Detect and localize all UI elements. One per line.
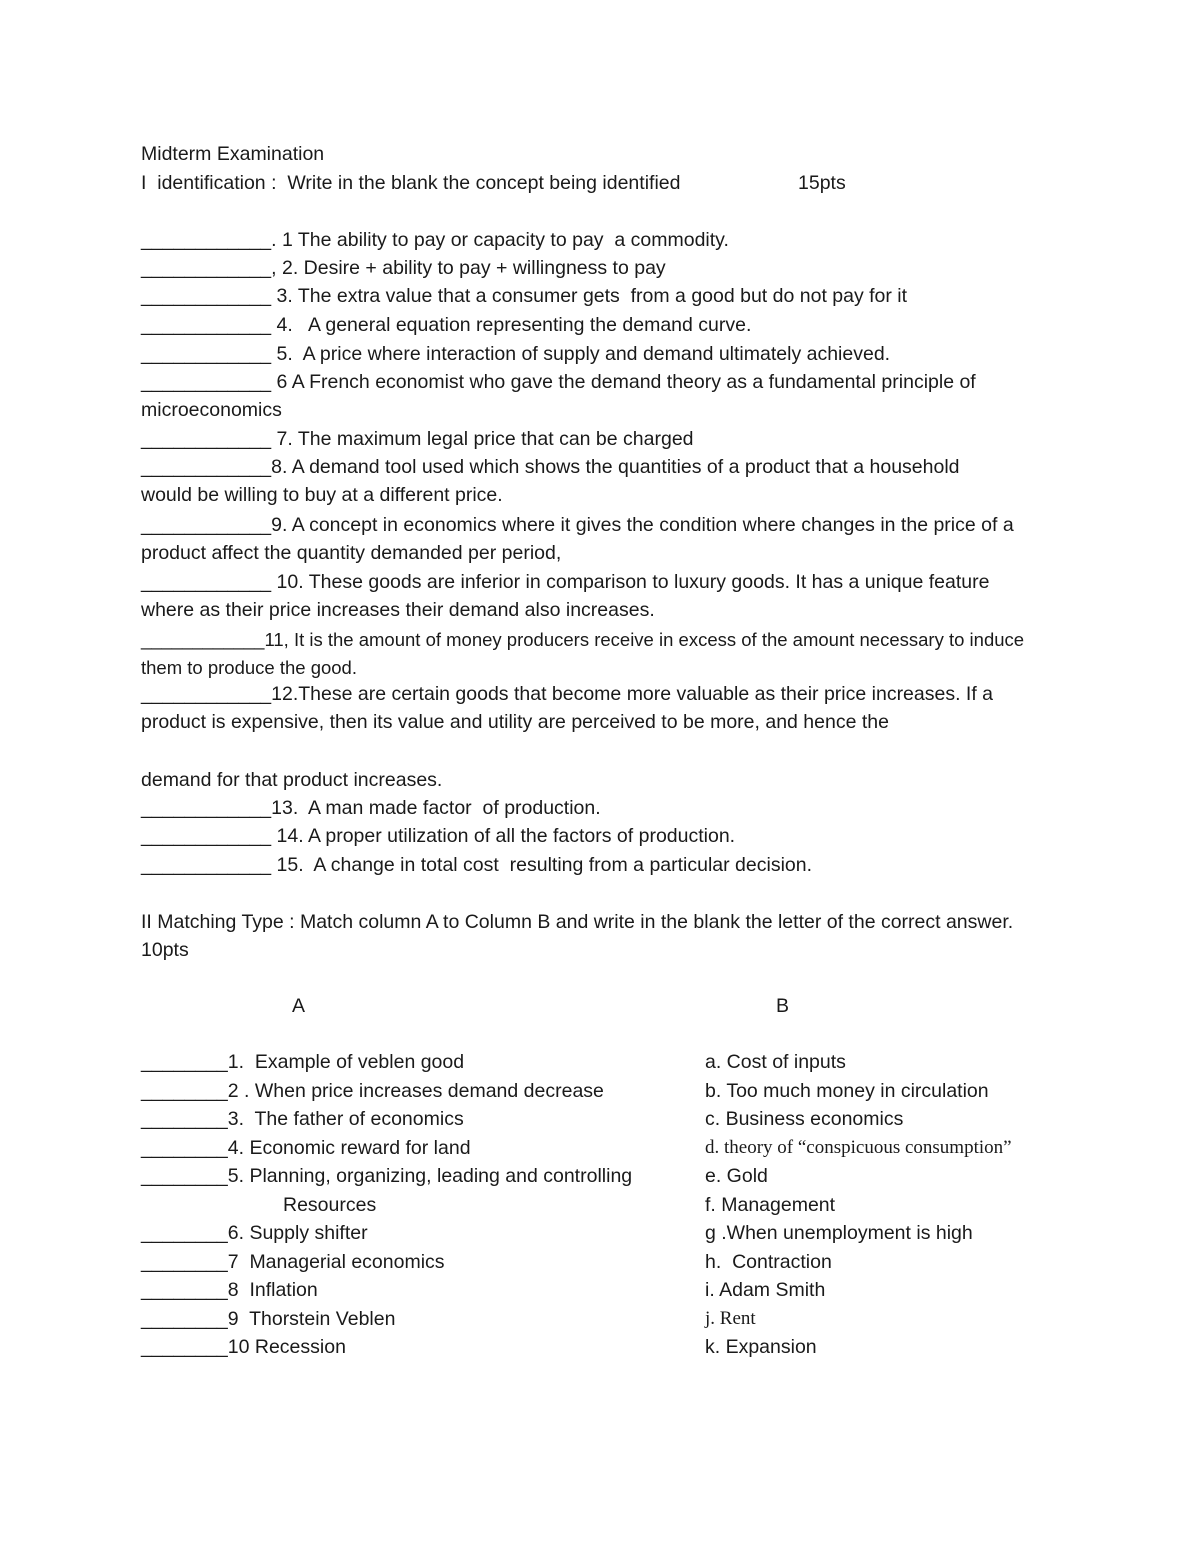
column-a-item-2: ________2 . When price increases demand decrease	[141, 1080, 604, 1102]
column-b-item-d: d. theory of “conspicuous consumption”	[705, 1137, 1012, 1158]
column-a-item-9: ________9 Thorstein Veblen	[141, 1308, 396, 1330]
part1-item-8: ____________8. A demand tool used which shows the quantities of a product that a household would be willing to buy at a different price.	[141, 456, 960, 507]
part1-item-15: ____________ 15. A change in total cost resulting from a particular decision.	[141, 854, 813, 876]
part1-item-2: ____________, 2. Desire + ability to pay + willingness to pay	[141, 257, 666, 279]
part1-item-9: ____________9. A concept in economics where it gives the condition where changes in the price of a product affect the quantity demanded per period,	[141, 514, 1014, 565]
part2-instructions: II Matching Type : Match column A to Column B and write in the blank the letter of the correct answer. 10pts	[141, 911, 1014, 962]
column-a-item-1: ________1. Example of veblen good	[141, 1051, 465, 1073]
part1-item-14: ____________ 14. A proper utilization of all the factors of production.	[141, 825, 736, 847]
column-a-item-7: ________7 Managerial economics	[141, 1251, 445, 1273]
part1-item-12: ____________12.These are certain goods that become more valuable as their price increases. If a product is expensive, then its value and utility are perceived to be more, and hence the	[141, 683, 994, 734]
part1-item-7: ____________ 7. The maximum legal price that can be charged	[141, 428, 694, 450]
part1-item-4: ____________ 4. A general equation representing the demand curve.	[141, 314, 752, 336]
part1-item-10: ____________ 10. These goods are inferior in comparison to luxury goods. It has a unique feature where as their price increases their demand also increases.	[141, 571, 990, 622]
part1-item-11: ____________11, It is the amount of money producers receive in excess of the amount necessary to induce them to produce the good.	[141, 629, 1025, 679]
part1-points: 15pts	[798, 172, 846, 194]
column-b-item-h: h. Contraction	[705, 1251, 832, 1273]
column-a-item-5-continued: Resources	[283, 1194, 377, 1216]
part1-item-5: ____________ 5. A price where interaction of supply and demand ultimately achieved.	[141, 343, 891, 365]
column-b-item-a: a. Cost of inputs	[705, 1051, 846, 1073]
exam-title: Midterm Examination	[141, 143, 325, 165]
column-a-item-3: ________3. The father of economics	[141, 1108, 464, 1130]
part1-item-13: ____________13. A man made factor of production.	[141, 797, 601, 819]
column-b-item-g: g .When unemployment is high	[705, 1222, 973, 1244]
column-b-header: B	[776, 995, 790, 1017]
column-b-item-f: f. Management	[705, 1194, 836, 1216]
part1-item-6: ____________ 6 A French economist who gave the demand theory as a fundamental principle of microeconomics	[141, 371, 976, 422]
column-b-item-k: k. Expansion	[705, 1336, 817, 1358]
column-a-header: A	[292, 995, 306, 1017]
part1-item-3: ____________ 3. The extra value that a consumer gets from a good but do not pay for it	[141, 285, 908, 307]
part1-instructions: I identification : Write in the blank the concept being identified	[141, 172, 681, 194]
part1-item-1: ____________. 1 The ability to pay or capacity to pay a commodity.	[141, 229, 729, 251]
column-b-item-b: b. Too much money in circulation	[705, 1080, 989, 1102]
column-a-item-6: ________6. Supply shifter	[141, 1222, 368, 1244]
column-a-item-4: ________4. Economic reward for land	[141, 1137, 471, 1159]
column-b-item-j: j. Rent	[705, 1308, 756, 1329]
part1-item-12-continued: demand for that product increases.	[141, 769, 443, 791]
column-b-item-e: e. Gold	[705, 1165, 768, 1187]
column-a-item-8: ________8 Inflation	[141, 1279, 318, 1301]
column-a-item-5: ________5. Planning, organizing, leading and controlling	[141, 1165, 633, 1187]
column-a-item-10: ________10 Recession	[141, 1336, 346, 1358]
column-b-item-i: i. Adam Smith	[705, 1279, 826, 1301]
column-b-item-c: c. Business economics	[705, 1108, 904, 1130]
